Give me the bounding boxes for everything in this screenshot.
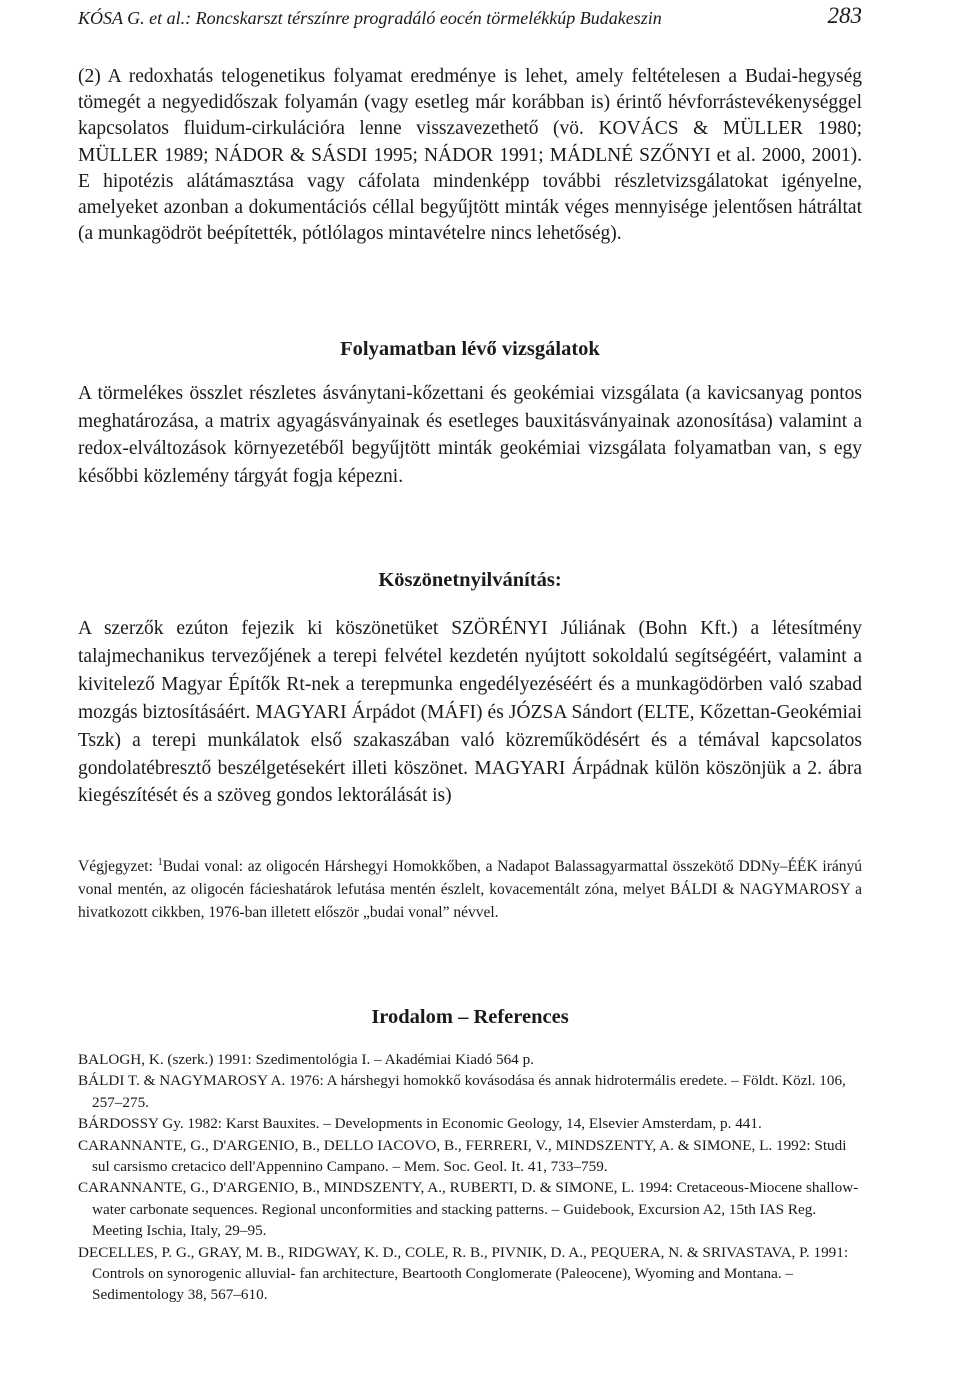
reference-item: BÁRDOSSY Gy. 1982: Karst Bauxites. – Developments in Economic Geology, 14, Elsevier Amsterdam, p. 441. bbox=[78, 1115, 762, 1133]
endnote-text: Budai vonal: az oligocén Hárshegyi Homokkőben, a Nadapot Balassagyarmattal összekötő DDNy–ÉÉK irányú vonal mentén, az oligocén fácieshatárok lefutása mentén észlelt, kovacementált zóna, melyet BÁLDI & NAGYMAROSY a hivatkozott cikkben, 1976-ban illetett először „budai vonal” névvel. bbox=[78, 858, 862, 921]
endnote-number: 1 bbox=[157, 856, 163, 868]
running-title: KÓSA G. et al.: Roncskarszt térszínre progradáló eocén törmelékkúp Budakeszin bbox=[78, 8, 662, 28]
endnote bbox=[78, 855, 862, 924]
heading-references: Irodalom – References bbox=[371, 1006, 569, 1028]
endnote-label: Végjegyzet: bbox=[78, 858, 158, 875]
heading-acknowledgements: Köszönetnyilvánítás: bbox=[378, 569, 562, 591]
running-header bbox=[78, 3, 862, 33]
page-number: 283 bbox=[827, 3, 862, 28]
paragraph-redox-hypothesis: (2) A redoxhatás telogenetikus folyamat eredménye is lehet, amely feltételesen a Budai-hegység tömegét a negyedidőszak folyamán (vagy esetleg már korábban is) érintő hévforrástevékenységgel kapcsolatos fluidum-cirkulációra lenne visszavezethető (vö. KOVÁCS & MÜLLER 1980; MÜLLER 1989; NÁDOR & SÁSDI 1995; NÁDOR 1991; MÁDLNÉ SZŐNYI et al. 2000, 2001). E hipotézis alátámasztása vagy cáfolata mindenképp további részletvizsgálatokat igényelne, amelyeket azonban a dokumentációs céllal begyűjtött minták véges mennyisége jelentősen hátráltat (a munkagödröt beépítették, pótlólagos mintavételre nincs lehetőség). bbox=[78, 66, 862, 245]
reference-item: CARANNANTE, G., D'ARGENIO, B., MINDSZENTY, A., RUBERTI, D. & SIMONE, L. 1994: Cretaceous-Miocene shallow-water carbonate sequences. Regional unconformities and stacking patterns. – Guidebook, Excursion A2, 15th IAS Reg. Meeting Ischia, Italy, 29–95. bbox=[78, 1179, 859, 1240]
heading-ongoing-studies: Folyamatban lévő vizsgálatok bbox=[340, 338, 600, 360]
reference-item: DECELLES, P. G., GRAY, M. B., RIDGWAY, K. D., COLE, R. B., PIVNIK, D. A., PEQUERA, N. & SRIVASTAVA, P. 1991: Controls on synorogenic alluvial- fan architecture, Beartooth Conglomerate (Paleocene), Wyoming and Montana. – Sedimentology 38, 567–610. bbox=[78, 1243, 849, 1304]
reference-list bbox=[78, 1049, 862, 1306]
paragraph-acknowledgements: A szerzők ezúton fejezik ki köszönetüket SZÖRÉNYI Júliának (Bohn Kft.) a létesítmény talajmechanikus tervezőjének a terepi felvétel kezdetén nyújtott sokoldalú segítségéért, valamint a kivitelező Magyar Építők Rt-nek a terepmunka engedélyezéséért és a munkagödörben való szabad mozgás biztosításáért. MAGYARI Árpádot (MÁFI) és JÓZSA Sándort (ELTE, Kőzettan-Geokémiai Tszk) a terepi munkálatok első szakaszában való közreműködésért és a témával kapcsolatos gondolatébresztő beszélgetésekért illeti köszönet. MAGYARI Árpádnak külön köszönjük a 2. ábra kiegészítését és a szöveg gondos lektorálását is) bbox=[78, 618, 862, 807]
reference-item: BALOGH, K. (szerk.) 1991: Szedimentológia I. – Akadémiai Kiadó 564 p. bbox=[78, 1051, 534, 1068]
paragraph-ongoing-studies: A törmelékes összlet részletes ásványtani-kőzettani és geokémiai vizsgálata (a kavicsanyag pontos meghatározása, a matrix agyagásványainak és esetleges bauxitásványainak azonosítása) valamint a redox-elváltozások környezetéből begyűjtött minták geokémiai vizsgálata folyamatban van, s egy későbbi közlemény tárgyát fogja képezni. bbox=[78, 383, 862, 487]
reference-item: CARANNANTE, G., D'ARGENIO, B., DELLO IACOVO, B., FERRERI, V., MINDSZENTY, A. & SIMONE, L. 1992: Studi sul carsismo cretacico dell'Appennino Campano. – Mem. Soc. Geol. It. 41, 733–759. bbox=[78, 1136, 847, 1176]
reference-item: BÁLDI T. & NAGYMAROSY A. 1976: A hárshegyi homokkő kovásodása és annak hidrotermális eredete. – Földt. Közl. 106, 257–275. bbox=[78, 1072, 846, 1111]
